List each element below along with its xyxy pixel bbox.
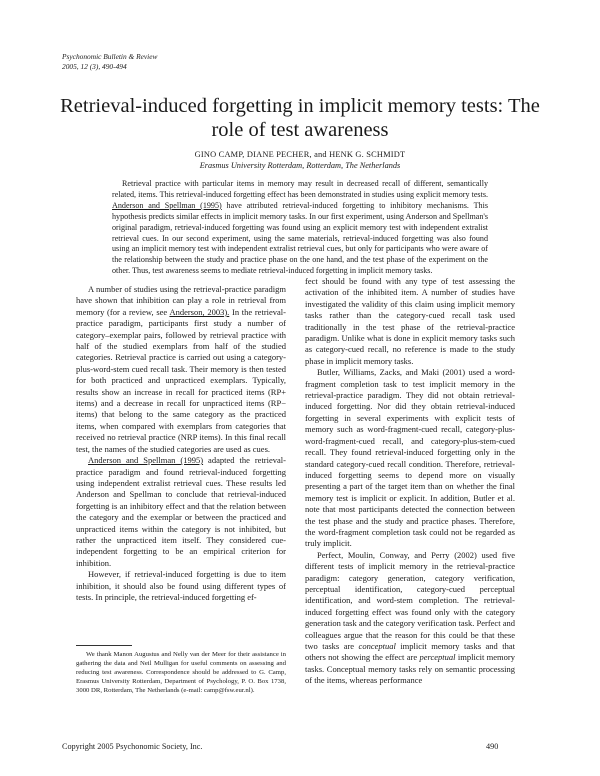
paragraph-text: A number of studies using the retrieval-practice paradigm have shown that inhibition can play a role in retrieval from memory (for a review, see (76, 284, 286, 317)
paragraph-text: implicit memory tasks and that others not showing the effect are (305, 641, 515, 663)
paragraph-text: Perfect, Moulin, Conway, and Perry (2002) used five different tests of implicit memory in the retrieval-practice paradigm: category generation, category verification, perceptual identification, category-cued perceptual identification, and word-stem completion. The retrieval-induced forgetting effect was found only with the category generation task and the category verification task. Perfect and colleagues argue that the reason for this could be that these two tasks are (305, 549, 515, 651)
citation-link[interactable]: Anderson and Spellman (1995) (88, 455, 204, 466)
authors: GINO CAMP, DIANE PECHER, and HENK G. SCHMIDT (194, 150, 406, 159)
paragraph (76, 284, 286, 455)
body-left-column (76, 284, 286, 603)
abstract-text-1: Retrieval practice with particular items in memory may result in decreased recall of different, semantically related, items. This retrieval-induced forgetting effect has been demonstrated in studies using explicit memory tests. (112, 179, 488, 199)
page-number: 490 (486, 742, 499, 751)
abstract-citation-link[interactable]: Anderson and Spellman (1995) (112, 200, 222, 210)
citation-link[interactable]: Anderson, 2003). (169, 306, 230, 317)
abstract (112, 179, 488, 277)
journal-issue: 2005, 12 (3), 490-494 (62, 62, 127, 71)
paragraph (76, 455, 286, 569)
affiliation: Erasmus University Rotterdam, Rotterdam, The Netherlands (199, 161, 401, 170)
journal-name: Psychonomic Bulletin & Review (62, 52, 158, 61)
copyright: Copyright 2005 Psychonomic Society, Inc. (62, 742, 203, 751)
footnote: We thank Manon Augustus and Nelly van der Meer for their assistance in gathering the data and Neil Mulligan for useful comments on assessing and reducing test awareness. Correspondence should be addressed to G. Camp, Erasmus University Rotterdam, Department of Psychology, P. O. Box 1738, 3000 DR, Rotterdam, The Netherlands (e-mail: camp@fsw.eur.nl). (76, 651, 286, 695)
paragraph (305, 550, 515, 687)
paragraph-text: adapted the retrieval-practice paradigm and found retrieval-induced forgetting using independent extralist retrieval cues. These results led Anderson and Spellman to conclude that retrieval-induced forgetting is an inhibitory effect and that the relation between the category and the exemplar or between the practiced and unpracticed items within the category is not inhibited, but rather the unpracticed item itself. They considered cue-independent forgetting to be an empirical criterion for inhibition. (76, 455, 286, 568)
abstract-text-2: have attributed retrieval-induced forgetting to inhibitory mechanisms. This hypothesis predicts similar effects in implicit memory tasks. In our first experiment, using Anderson and Spellman's original paradigm, retrieval-induced forgetting was found using an explicit memory test with independent extralist retrieval cues. In our second experiment, using the same materials, retrieval-induced forgetting was also found using an implicit memory test with independent extralist retrieval cues, but only for participants who were aware of the relationship between the study and practice phase on the one hand, and the test phase of the experiment on the other. Thus, test awareness seems to mediate retrieval-induced forgetting in implicit memory tasks. (112, 200, 488, 276)
body-right-column (305, 276, 515, 687)
paragraph: However, if retrieval-induced forgetting is due to item inhibition, it should also be found using different types of tests. In principle, the retrieval-induced forgetting ef- (76, 569, 286, 602)
journal-header (62, 52, 157, 72)
paragraph: fect should be found with any type of test assessing the activation of the inhibited item. A number of studies have investigated the validity of this claim using implicit memory tasks rather than the category-cued recall task used traditionally in the test phase of the retrieval-practice paradigm. Unlike what is done in explicit memory tasks such as category-cued recall, no reference is made to the study phase in implicit memory tasks. (305, 276, 515, 366)
emphasis: perceptual (419, 652, 456, 663)
paragraph-text: implicit memory tasks. Conceptual memory tasks rely on semantic processing of the items, whereas performance (305, 652, 515, 686)
emphasis: conceptual (358, 641, 396, 651)
paper-title: Retrieval-induced forgetting in implicit memory tests: The role of test awareness (60, 95, 540, 141)
footnote-rule (76, 645, 132, 646)
paragraph: Butler, Williams, Zacks, and Maki (2001) used a word-fragment completion task to test implicit memory in the retrieval-practice paradigm. They did not obtain retrieval-induced forgetting. Nor did they obtain retrieval-induced forgetting in several experiments with explicit tests of memory such as word-fragment-cued recall, category-plus-word-fragment-cued recall, and category-plus-stem-cued recall. They found retrieval-induced forgetting only in the standard category-cued recall condition. Therefore, retrieval-induced forgetting seems to depend more on visually presenting a part of the target item than on whether the final memory test is implicit or explicit. In addition, Butler et al. note that most participants detected the connection between the test phase and the study and practice phases. Therefore, the word-fragment completion task could not be regarded as truly implicit. (305, 367, 515, 549)
paragraph-text: In the retrieval-practice paradigm, participants first study a number of category–exemplar pairs, followed by retrieval practice with half of the studied exemplars from half of the studied categories. Retrieval practice is carried out using a category-plus-word-stem cued recall task. Their memory is then tested for both practiced and unpracticed exemplars. Typically, results show an increase in recall for practiced items (RP+ items) and a decrease in recall for unpracticed items (RP− items) that belong to the same category as the practiced items, when compared with exemplars from categories that received no retrieval practice (NRP items). In this final recall test, the names of the studied categories are used as cues. (76, 306, 286, 454)
